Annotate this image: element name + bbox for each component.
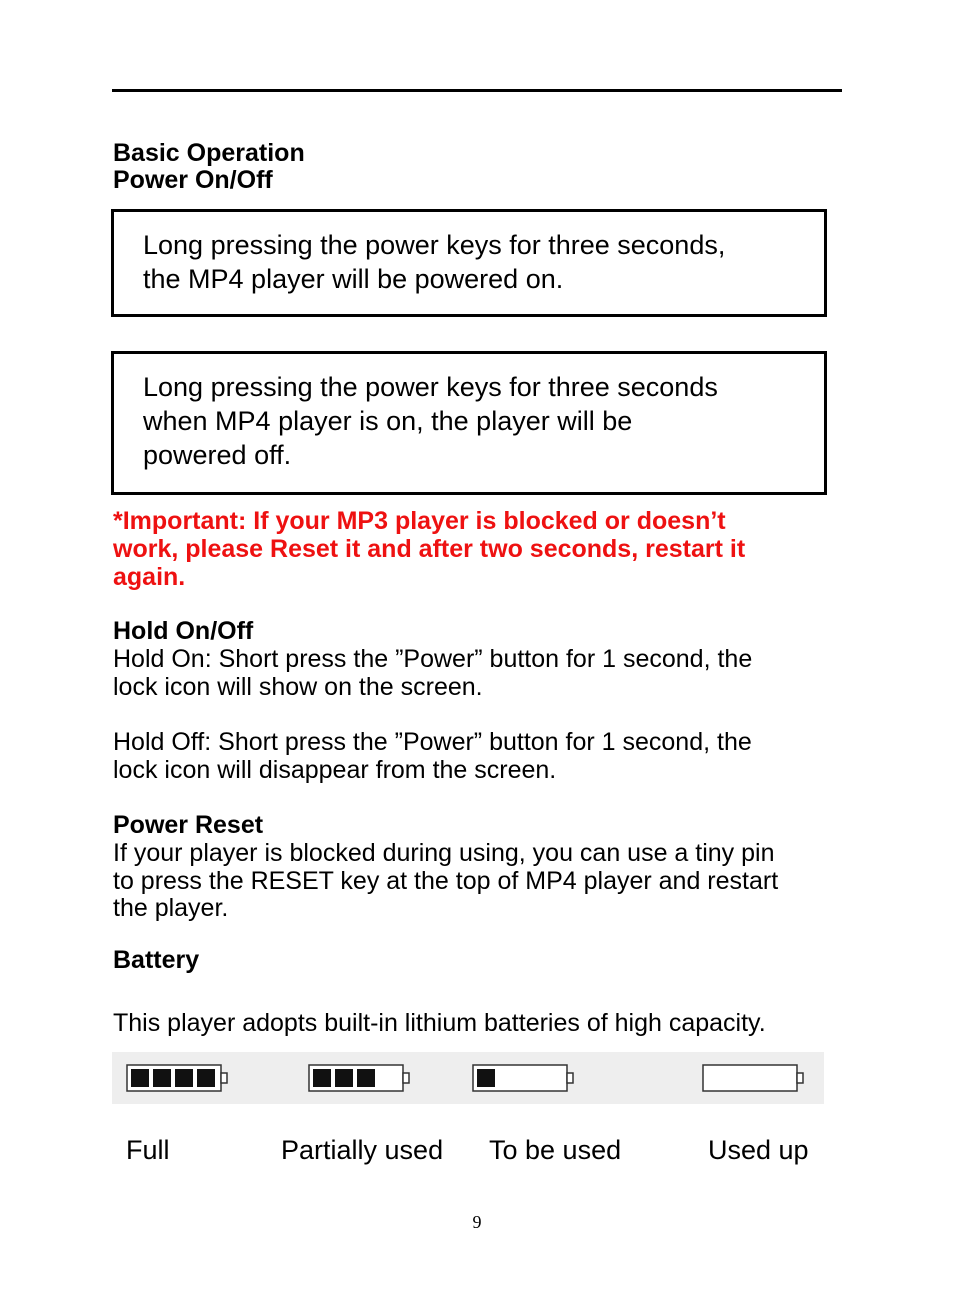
battery-label-full: Full: [126, 1135, 170, 1165]
important-line-1: *Important: If your MP3 player is blocked or doesn’t: [113, 507, 726, 535]
battery-bar: [477, 1069, 495, 1087]
battery-bar: [197, 1069, 215, 1087]
hold-heading: Hold On/Off: [113, 617, 254, 645]
top-rule: [112, 89, 842, 92]
reset-line-1: If your player is blocked during using, you can use a tiny pin: [113, 839, 775, 867]
battery-bar: [335, 1069, 353, 1087]
power-on-line-2: the MP4 player will be powered on.: [143, 264, 564, 294]
page-number: 9: [472, 1212, 482, 1232]
battery-label-low: To be used: [489, 1135, 622, 1165]
battery-tip: [403, 1073, 409, 1083]
power-off-line-1: Long pressing the power keys for three seconds: [143, 372, 718, 402]
battery-heading: Battery: [113, 946, 200, 974]
battery-tip: [221, 1073, 227, 1083]
battery-tip: [797, 1073, 803, 1083]
reset-line-2: to press the RESET key at the top of MP4 player and restart: [113, 867, 779, 895]
battery-bar: [357, 1069, 375, 1087]
hold-on-line-2: lock icon will show on the screen.: [113, 673, 483, 701]
battery-bar: [153, 1069, 171, 1087]
power-off-line-3: powered off.: [143, 440, 292, 470]
battery-partial-icon: [308, 1064, 412, 1092]
hold-off-line-1: Hold Off: Short press the ”Power” button for 1 second, the: [113, 728, 752, 756]
reset-line-3: the player.: [113, 894, 229, 922]
battery-bar: [313, 1069, 331, 1087]
battery-empty-icon: [702, 1064, 806, 1092]
important-line-3: again.: [113, 563, 186, 591]
hold-off-line-2: lock icon will disappear from the screen.: [113, 756, 557, 784]
power-off-line-2: when MP4 player is on, the player will be: [143, 406, 633, 436]
battery-body: [703, 1065, 797, 1091]
battery-bar: [175, 1069, 193, 1087]
important-line-2: work, please Reset it and after two seconds, restart it: [113, 535, 746, 563]
power-on-line-1: Long pressing the power keys for three seconds,: [143, 230, 726, 260]
battery-icon-strip: [112, 1052, 824, 1104]
battery-low-icon: [472, 1064, 576, 1092]
section-title: Basic Operation: [113, 139, 305, 167]
power-off-box: [111, 351, 827, 495]
battery-label-empty: Used up: [708, 1135, 809, 1165]
battery-full-icon: [126, 1064, 230, 1092]
reset-heading: Power Reset: [113, 811, 264, 839]
hold-on-line-1: Hold On: Short press the ”Power” button for 1 second, the: [113, 645, 753, 673]
battery-bar: [131, 1069, 149, 1087]
section-subtitle: Power On/Off: [113, 166, 273, 194]
battery-label-partial: Partially used: [281, 1135, 444, 1165]
power-on-box: [111, 209, 827, 317]
battery-tip: [567, 1073, 573, 1083]
battery-description: This player adopts built-in lithium batteries of high capacity.: [113, 1009, 766, 1037]
